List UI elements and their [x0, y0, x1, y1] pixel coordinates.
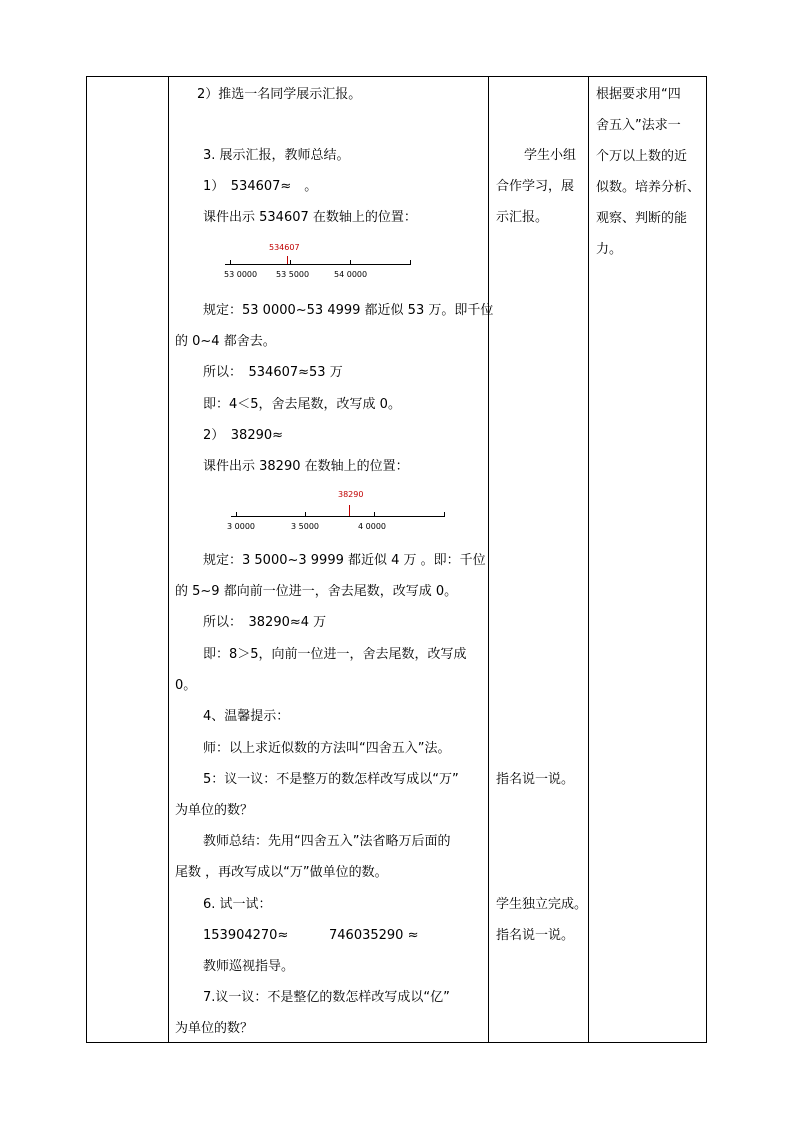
- numline-2-tick: [444, 512, 445, 517]
- try-problem-1: 153904270≈: [203, 928, 289, 943]
- discuss-5-line-2: 为单位的数？: [175, 803, 254, 818]
- example-2: 2） 38290≈: [203, 428, 284, 443]
- discuss-7-line-1: 7.议一议：不是整亿的数怎样改写成以“亿”: [203, 990, 450, 1005]
- intent-line-4: 似数。培养分析、: [596, 180, 701, 195]
- numline-1-tick: [230, 260, 231, 265]
- numline-1-tick: [350, 260, 351, 265]
- column-divider: [588, 76, 589, 1043]
- numline-2-tick: [305, 512, 306, 517]
- rule-2-line-1: 规定：3 5000~3 9999 都近似 4 万 。即：千位: [203, 553, 486, 568]
- rule-1-line-1: 规定：53 0000~53 4999 都近似 53 万。即千位: [203, 303, 494, 318]
- reason-2-line-2: 0。: [175, 678, 197, 693]
- numline-2-tick-label: 4 0000: [358, 522, 386, 531]
- intent-line-6: 力。: [596, 242, 623, 257]
- numline-1-marker-label: 534607: [269, 243, 300, 252]
- numline-1-tick: [290, 260, 291, 265]
- numline-1-tick-label: 53 5000: [276, 270, 310, 279]
- student-activity-1-line-3: 示汇报。: [496, 210, 549, 225]
- step-2-recommend: 2）推选一名同学展示汇报。: [197, 87, 362, 102]
- intent-line-5: 观察、判断的能: [596, 211, 688, 226]
- summary-line-1: 教师总结：先用“四舍五入”法省略万后面的: [203, 834, 451, 849]
- tip-text: 师：以上求近似数的方法叫“四舍五入”法。: [203, 741, 451, 756]
- numline-1-caption: 课件出示 534607 在数轴上的位置：: [203, 210, 417, 225]
- try-heading: 6. 试一试：: [203, 897, 272, 912]
- numline-2-tick: [374, 512, 375, 517]
- discuss-7-line-2: 为单位的数？: [175, 1021, 254, 1036]
- summary-line-2: 尾数 ，再改写成以“万”做单位的数。: [175, 865, 388, 880]
- result-2: 所以： 38290≈4 万: [203, 615, 327, 630]
- numline-2-tick: [236, 512, 237, 517]
- rule-1-line-2: 的 0~4 都舍去。: [175, 334, 276, 349]
- step-3-heading: 3. 展示汇报，教师总结。: [203, 148, 350, 163]
- numline-1-tick-label: 54 0000: [334, 270, 368, 279]
- reason-1: 即：4＜5，舍去尾数，改写成 0。: [203, 397, 401, 412]
- numline-2-tick-label: 3 5000: [291, 522, 319, 531]
- numline-1-axis: [225, 264, 411, 265]
- teacher-guide: 教师巡视指导。: [203, 959, 295, 974]
- intent-line-3: 个万以上数的近: [596, 149, 688, 164]
- numline-2-marker-label: 38290: [338, 490, 364, 499]
- numline-2-tick-label: 3 0000: [227, 522, 255, 531]
- column-divider: [168, 76, 169, 1043]
- student-activity-3: 学生独立完成。: [496, 897, 588, 912]
- student-activity-1-line-1: 学生小组: [524, 148, 577, 163]
- result-1: 所以： 534607≈53 万: [203, 365, 343, 380]
- tip-heading: 4、温馨提示：: [203, 709, 290, 724]
- student-activity-2: 指名说一说。: [496, 772, 575, 787]
- reason-2-line-1: 即：8＞5，向前一位进一，舍去尾数，改写成: [203, 647, 467, 662]
- column-divider: [488, 76, 489, 1043]
- numline-1-tick-label: 53 0000: [224, 270, 258, 279]
- discuss-5-line-1: 5：议一议：不是整万的数怎样改写成以“万”: [203, 772, 459, 787]
- numline-2-axis: [231, 516, 445, 517]
- student-activity-4: 指名说一说。: [496, 928, 575, 943]
- try-problem-2: 746035290 ≈: [329, 928, 419, 943]
- intent-line-2: 舍五入”法求一: [596, 118, 681, 133]
- intent-line-1: 根据要求用“四: [596, 87, 681, 102]
- numline-2-caption: 课件出示 38290 在数轴上的位置：: [203, 459, 409, 474]
- student-activity-1-line-2: 合作学习，展: [496, 179, 575, 194]
- numline-1-tick: [410, 260, 411, 265]
- rule-2-line-2: 的 5~9 都向前一位进一，舍去尾数，改写成 0。: [175, 584, 458, 599]
- example-1: 1） 534607≈ 。: [203, 179, 318, 194]
